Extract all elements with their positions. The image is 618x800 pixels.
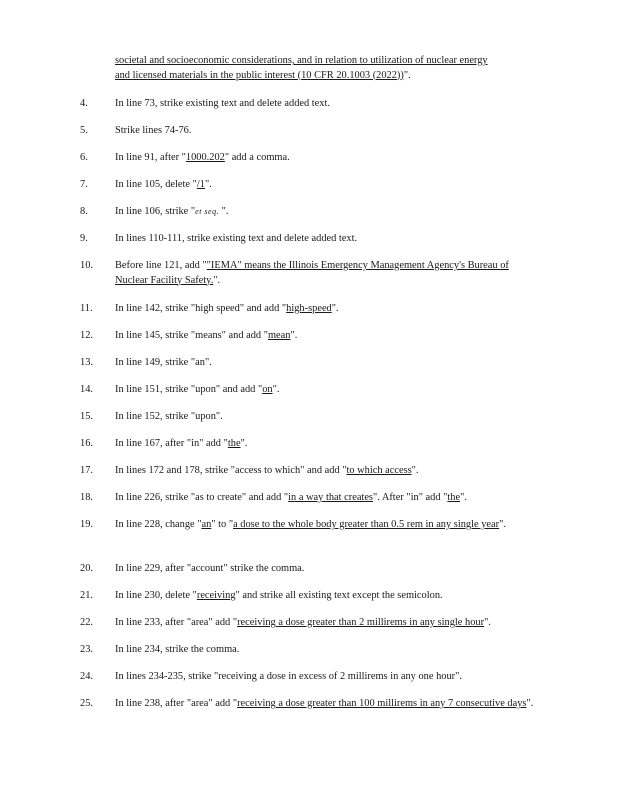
item-text — [115, 410, 535, 425]
item-text-segment: " to " — [211, 519, 234, 530]
item-text — [115, 562, 535, 577]
item-text-segment: " and strike all existing text except the semicolon. — [235, 590, 443, 601]
item-text-segment: Strike lines 74-76. — [115, 125, 192, 136]
item-text — [115, 616, 535, 631]
item-number: 17. — [80, 465, 93, 476]
item-text-segment: ". — [290, 330, 298, 341]
item-text-segment: In line 142, strike "high speed" and add " — [115, 303, 287, 314]
item-number: 11. — [80, 303, 93, 314]
item-text — [115, 697, 535, 712]
item-text-segment: ". — [526, 698, 534, 709]
item-text — [115, 437, 535, 452]
item-text-segment: In line 151, strike "upon" and add " — [115, 384, 263, 395]
item-text — [115, 491, 535, 506]
item-text-segment: ". — [213, 274, 221, 286]
item-text-segment: ". — [460, 492, 467, 503]
item-text — [115, 518, 535, 533]
item-text-segment: In lines 172 and 178, strike "access to which" and add " — [115, 465, 347, 476]
item-number: 20. — [80, 563, 93, 574]
item-text — [115, 124, 535, 139]
item-text — [115, 329, 535, 344]
item-text-segment: In line 234, strike the comma. — [115, 644, 240, 655]
item-number: 12. — [80, 330, 93, 341]
underlined-insertion: mean — [267, 330, 291, 341]
item-number: 19. — [80, 519, 93, 530]
underlined-insertion: in a way that creates — [288, 492, 373, 503]
italic-text: et seq. — [195, 207, 220, 216]
underlined-insertion: receiving a dose greater than 2 millirems in any single hour — [237, 617, 485, 628]
item-text — [115, 356, 535, 371]
item-text — [115, 464, 535, 479]
item-text — [115, 97, 535, 112]
item-number: 22. — [80, 617, 93, 628]
underlined-insertion: high-speed — [286, 303, 332, 314]
item-text-segment: ". — [499, 519, 506, 530]
item-number: 9. — [80, 233, 88, 244]
item-number: 8. — [80, 206, 88, 217]
item-text-segment: In line 152, strike "upon". — [115, 411, 223, 422]
item-text-segment: In line 106, strike " — [115, 206, 196, 217]
lead-line-2-tail: ". — [403, 69, 411, 81]
underlined-insertion: receiving a dose greater than 100 millirems in any 7 consecutive days — [237, 698, 527, 709]
item-text — [115, 670, 535, 685]
underlined-insertion: receiving — [196, 590, 236, 601]
item-text-segment: In line 228, change " — [115, 519, 202, 530]
item-text-segment: In line 73, strike existing text and delete added text. — [115, 98, 330, 109]
underlined-insertion: to which access — [346, 465, 412, 476]
underlined-insertion: a dose to the whole body greater than 0.5 rem in any single year — [233, 519, 500, 530]
underlined-insertion: the — [227, 438, 241, 449]
item-text — [115, 151, 535, 166]
underlined-insertion: on — [262, 384, 273, 395]
lead-paragraph — [115, 54, 535, 83]
item-text-segment: In lines 234-235, strike "receiving a dose in excess of 2 millirems in any one hour". — [115, 671, 462, 682]
lead-line-1: societal and socioeconomic considerations, and in relation to utilization of nuclear energy — [115, 55, 488, 66]
item-number: 16. — [80, 438, 93, 449]
item-text-segment: In line 238, after "area" add " — [115, 698, 238, 709]
item-text — [115, 643, 535, 658]
item-number: 10. — [80, 260, 93, 271]
item-number: 4. — [80, 98, 88, 109]
item-text — [115, 302, 535, 317]
item-text-segment: ". — [272, 384, 280, 395]
item-number: 7. — [80, 179, 88, 190]
item-number: 13. — [80, 357, 93, 368]
item-text-segment: In line 145, strike "means" and add " — [115, 330, 268, 341]
item-text-segment: ". After "in" add " — [372, 492, 448, 503]
item-number: 15. — [80, 411, 93, 422]
item-text-segment: In line 233, after "area" add " — [115, 617, 238, 628]
lead-line-2: and licensed materials in the public interest (10 CFR 20.1003 (2022)) — [115, 69, 404, 81]
item-text-segment: ". — [331, 303, 339, 314]
item-text-segment: In line 91, after " — [115, 152, 186, 163]
item-number: 23. — [80, 644, 93, 655]
item-number: 24. — [80, 671, 93, 682]
underlined-insertion: "IEMA" means the Illinois Emergency Management Agency's Bureau of Nuclear Facility Safety. — [115, 260, 509, 286]
item-text-segment: " add a comma. — [224, 152, 290, 163]
underlined-insertion: /1 — [196, 179, 205, 190]
item-text-segment: Before line 121, add " — [115, 260, 207, 271]
item-text — [115, 383, 535, 398]
underlined-insertion: the — [447, 492, 461, 503]
item-text-segment: ". — [219, 206, 229, 217]
item-text-segment: ". — [411, 465, 419, 476]
item-number: 5. — [80, 125, 88, 136]
underlined-insertion: 1000.202 — [185, 152, 225, 163]
item-text-segment: In line 105, delete " — [115, 179, 197, 190]
item-text — [115, 178, 535, 193]
item-text-segment: In line 229, after "account" strike the comma. — [115, 563, 305, 574]
item-text-segment: In line 230, delete " — [115, 590, 197, 601]
item-text-segment: ". — [204, 179, 212, 190]
underlined-insertion: an — [201, 519, 212, 530]
item-number: 6. — [80, 152, 88, 163]
item-text — [115, 589, 535, 604]
item-text-segment: ". — [484, 617, 491, 628]
item-number: 14. — [80, 384, 93, 395]
item-number: 18. — [80, 492, 93, 503]
item-text — [115, 205, 535, 220]
item-text-segment: In line 167, after "in" add " — [115, 438, 228, 449]
item-number: 25. — [80, 698, 93, 709]
item-text-segment: In lines 110-111, strike existing text and delete added text. — [115, 233, 358, 244]
item-text — [115, 232, 535, 247]
item-number: 21. — [80, 590, 93, 601]
item-text-segment: In line 226, strike "as to create" and add " — [115, 492, 289, 503]
item-text-segment: In line 149, strike "an". — [115, 357, 212, 368]
item-text-segment: ". — [240, 438, 248, 449]
item-text — [115, 259, 535, 288]
